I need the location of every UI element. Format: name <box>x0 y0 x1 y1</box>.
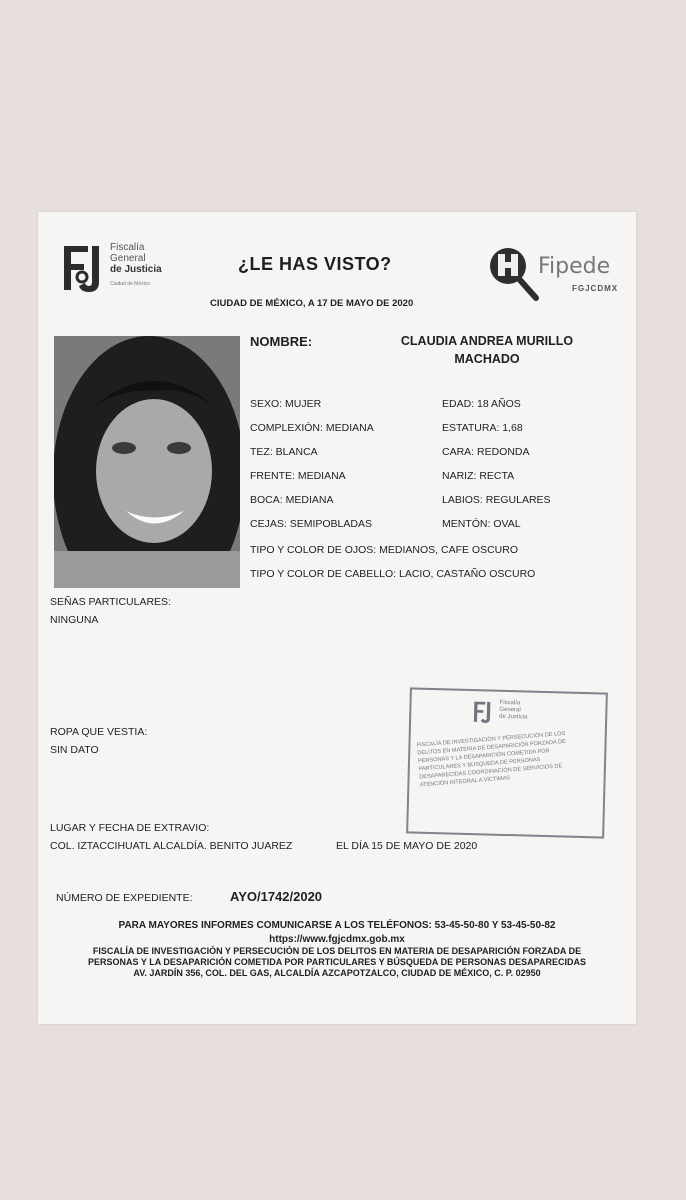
name-label: NOMBRE: <box>250 334 313 349</box>
attr-cejas: CEJAS: SEMIPOBLADAS <box>250 518 372 530</box>
missing-person-poster <box>38 212 636 1024</box>
person-name-line1: CLAUDIA ANDREA MURILLO <box>400 334 574 348</box>
lugar-label: LUGAR Y FECHA DE EXTRAVIO: <box>50 822 210 834</box>
attr-frente: FRENTE: MEDIANA <box>250 470 346 482</box>
attr-cabello: TIPO Y COLOR DE CABELLO: LACIO, CASTAÑO OSCURO <box>250 568 536 580</box>
fecha-value: EL DÍA 15 DE MAYO DE 2020 <box>336 840 478 852</box>
stamp-org-name: Fiscalía General de Justicia <box>499 699 528 721</box>
stamp-logo-icon <box>471 699 494 726</box>
attr-nariz: NARIZ: RECTA <box>442 470 515 482</box>
attr-estatura: ESTATURA: 1,68 <box>442 422 523 434</box>
person-photo <box>54 336 240 588</box>
attr-cara: CARA: REDONDA <box>442 446 530 458</box>
expediente-value: AYO/1742/2020 <box>230 889 323 904</box>
partner-logo-name: Fipede <box>538 254 611 279</box>
senas-label: SEÑAS PARTICULARES: <box>50 596 171 608</box>
attr-edad: EDAD: 18 AÑOS <box>442 398 521 410</box>
attr-menton: MENTÓN: OVAL <box>442 518 521 530</box>
attr-labios: LABIOS: REGULARES <box>442 494 551 506</box>
attr-complexion: COMPLEXIÓN: MEDIANA <box>250 422 374 434</box>
lugar-value: COL. IZTACCIHUATL ALCALDÍA. BENITO JUAREZ <box>50 840 293 852</box>
issue-city-date: CIUDAD DE MÉXICO, A 17 DE MAYO DE 2020 <box>210 298 414 309</box>
expediente-label: NÚMERO DE EXPEDIENTE: <box>56 892 193 904</box>
stamp-text: FISCALÍA DE INVESTIGACIÓN Y PERSECUCIÓN DE LOS DELITOS EN MATERIA DE DESAPARICIÓN FORZADA DE PERSONAS Y LA DESAPARICIÓN COMETIDA POR PARTICULARES Y BÚSQUEDA DE PERSONAS DESAPARECIDAS COORDINACIÓN DE SERVICIOS DE ATENCIÓN INTEGRAL A VÍCTIMAS <box>416 730 567 789</box>
footer-org-line2: PERSONAS Y LA DESAPARICIÓN COMETIDA POR PARTICULARES Y BÚSQUEDA DE PERSONAS DESAPARECIDAS <box>88 957 586 967</box>
footer-org-line1: FISCALÍA DE INVESTIGACIÓN Y PERSECUCIÓN DE LOS DELITOS EN MATERIA DE DESAPARICIÓN FORZADA DE <box>92 946 582 956</box>
ropa-value: SIN DATO <box>50 744 99 756</box>
person-name <box>358 332 616 368</box>
org-city: Ciudad de México <box>110 281 151 287</box>
attr-boca: BOCA: MEDIANA <box>250 494 334 506</box>
official-stamp <box>406 687 608 838</box>
website-url: https://www.fgjcdmx.gob.mx <box>269 934 405 945</box>
footer-address: AV. JARDÍN 356, COL. DEL GAS, ALCALDÍA AZCAPOTZALCO, CIUDAD DE MÉXICO, C. P. 02950 <box>133 968 541 978</box>
fgj-org-name <box>110 242 162 290</box>
attr-sexo: SEXO: MUJER <box>250 398 322 410</box>
fgj-logo-icon <box>58 242 106 296</box>
partner-logo-sub: FGJCDMX <box>572 284 619 293</box>
attr-tez: TEZ: BLANCA <box>250 446 318 458</box>
org-name-line3: de Justicia <box>110 264 162 275</box>
org-name-line2: General <box>110 253 146 264</box>
senas-value: NINGUNA <box>50 614 99 626</box>
poster-title: ¿LE HAS VISTO? <box>238 254 392 274</box>
footer-org <box>38 946 636 979</box>
attr-ojos: TIPO Y COLOR DE OJOS: MEDIANOS, CAFE OSCURO <box>250 544 519 556</box>
magnifier-logo-icon <box>482 242 546 306</box>
person-name-line2: MACHADO <box>454 352 520 366</box>
ropa-label: ROPA QUE VESTIA: <box>50 726 148 738</box>
org-name-line1: Fiscalía <box>110 242 145 253</box>
contact-phones: PARA MAYORES INFORMES COMUNICARSE A LOS TELÉFONOS: 53-45-50-80 Y 53-45-50-82 <box>118 920 556 931</box>
